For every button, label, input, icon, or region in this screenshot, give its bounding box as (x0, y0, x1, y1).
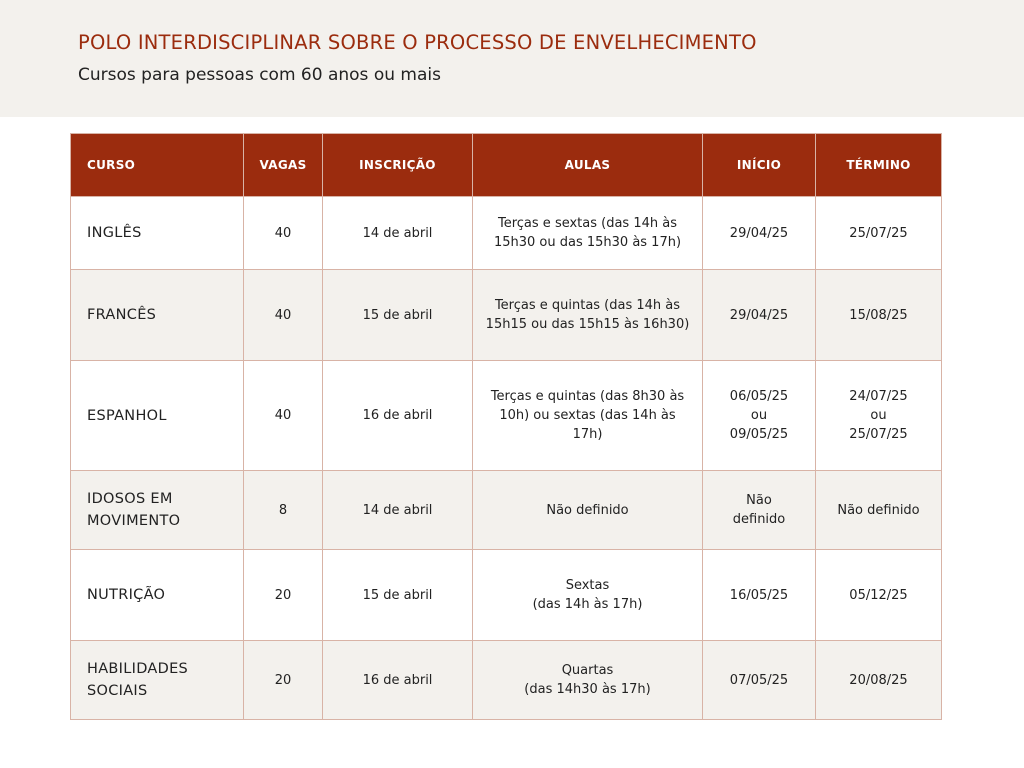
cell-termino: 15/08/25 (816, 270, 942, 361)
cell-inscricao: 15 de abril (323, 270, 473, 361)
column-header-aulas: AULAS (473, 134, 703, 197)
cell-inicio: 06/05/25 ou 09/05/25 (703, 361, 816, 471)
cell-inscricao: 16 de abril (323, 641, 473, 720)
cell-vagas: 40 (244, 197, 323, 270)
cell-termino: 24/07/25 ou 25/07/25 (816, 361, 942, 471)
cell-inscricao: 14 de abril (323, 471, 473, 550)
cell-inicio: Não definido (703, 471, 816, 550)
header-band (0, 0, 1024, 117)
cell-inicio: 16/05/25 (703, 550, 816, 641)
cell-vagas: 40 (244, 270, 323, 361)
cell-aulas: Sextas (das 14h às 17h) (473, 550, 703, 641)
cell-curso: INGLÊS (71, 197, 244, 270)
column-header-vagas: VAGAS (244, 134, 323, 197)
page-subtitle: Cursos para pessoas com 60 anos ou mais (78, 65, 441, 85)
column-header-curso: CURSO (71, 134, 244, 197)
cell-curso: IDOSOS EM MOVIMENTO (71, 471, 244, 550)
cell-curso: HABILIDADES SOCIAIS (71, 641, 244, 720)
cell-vagas: 8 (244, 471, 323, 550)
cell-vagas: 20 (244, 550, 323, 641)
page-title: POLO INTERDISCIPLINAR SOBRE O PROCESSO DE ENVELHECIMENTO (78, 31, 757, 54)
cell-inscricao: 14 de abril (323, 197, 473, 270)
cell-termino: Não definido (816, 471, 942, 550)
cell-curso: FRANCÊS (71, 270, 244, 361)
table-row (71, 270, 942, 361)
cell-inicio: 29/04/25 (703, 270, 816, 361)
table-row (71, 550, 942, 641)
column-header-inicio: INÍCIO (703, 134, 816, 197)
column-header-termino: TÉRMINO (816, 134, 942, 197)
table-header-row (71, 134, 942, 197)
courses-table (70, 133, 942, 720)
cell-curso: ESPANHOL (71, 361, 244, 471)
cell-aulas: Quartas (das 14h30 às 17h) (473, 641, 703, 720)
cell-termino: 20/08/25 (816, 641, 942, 720)
cell-aulas: Não definido (473, 471, 703, 550)
cell-curso: NUTRIÇÃO (71, 550, 244, 641)
table-row (71, 361, 942, 471)
table-row (71, 641, 942, 720)
cell-inscricao: 16 de abril (323, 361, 473, 471)
table-row (71, 471, 942, 550)
cell-termino: 05/12/25 (816, 550, 942, 641)
column-header-inscricao: INSCRIÇÃO (323, 134, 473, 197)
cell-vagas: 20 (244, 641, 323, 720)
cell-aulas: Terças e sextas (das 14h às 15h30 ou das 15h30 às 17h) (473, 197, 703, 270)
cell-inscricao: 15 de abril (323, 550, 473, 641)
cell-aulas: Terças e quintas (das 8h30 às 10h) ou sextas (das 14h às 17h) (473, 361, 703, 471)
cell-aulas: Terças e quintas (das 14h às 15h15 ou das 15h15 às 16h30) (473, 270, 703, 361)
cell-vagas: 40 (244, 361, 323, 471)
cell-inicio: 07/05/25 (703, 641, 816, 720)
table-row (71, 197, 942, 270)
cell-termino: 25/07/25 (816, 197, 942, 270)
cell-inicio: 29/04/25 (703, 197, 816, 270)
